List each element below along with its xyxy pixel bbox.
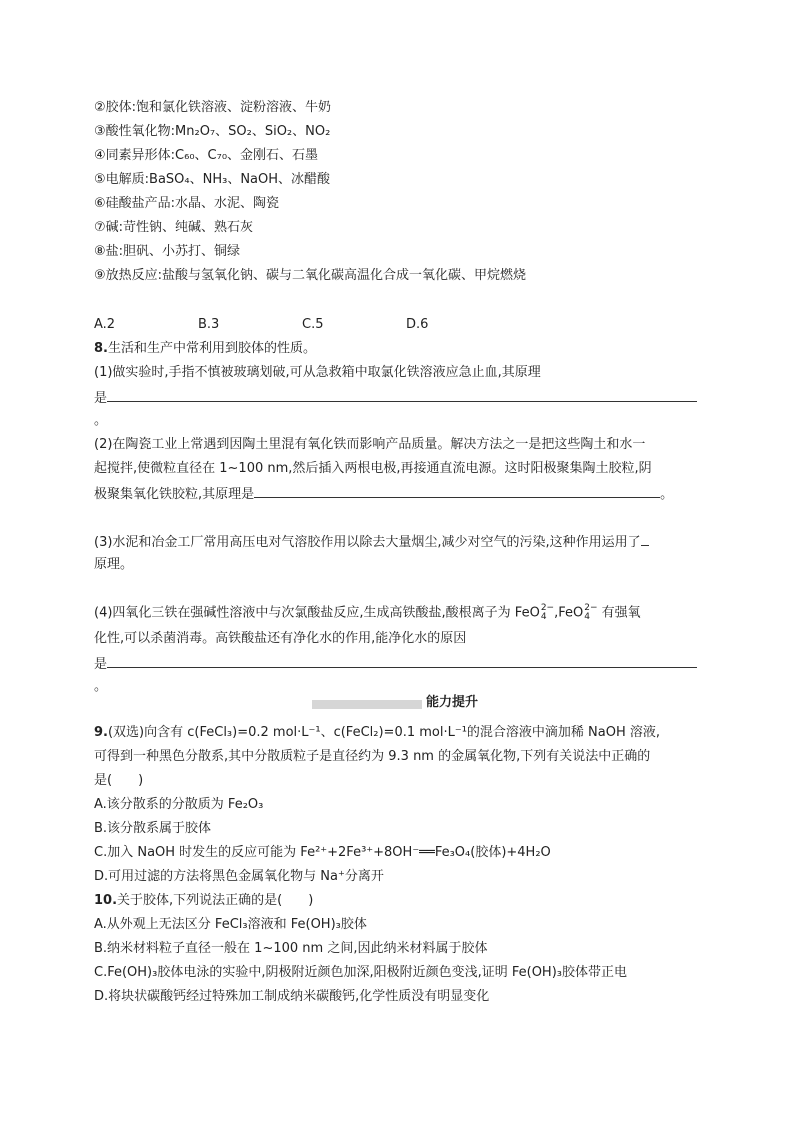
list-item: ⑧盐:胆矾、小苏打、铜绿 — [94, 244, 241, 259]
q8-part3-line1-text: (3)水泥和冶金工厂常用高压电对气溶胶作用以除去大量烟尘,减少对空气的污染,这种作用运用了 — [94, 535, 641, 550]
list-item: ⑥硅酸盐产品:水晶、水泥、陶瓷 — [94, 196, 280, 211]
q9-stem-text: (双选)向含有 c(FeCl₃)=0.2 mol·L⁻¹、c(FeCl₂)=0.1 mol·L⁻¹的混合溶液中滴加稀 NaOH 溶液, — [107, 725, 661, 740]
period-mark: 。 — [94, 679, 108, 694]
q10-option-a[interactable]: A.从外观上无法区分 FeCl₃溶液和 Fe(OH)₃胶体 — [94, 917, 367, 932]
q9-option-a[interactable]: A.该分散系的分散质为 Fe₂O₃ — [94, 797, 264, 812]
q8-part1-answer — [94, 388, 697, 408]
q8-part2-line2: 起搅拌,使微粒直径在 1~100 nm,然后插入两根电极,再接通直流电源。这时阳极聚集陶土胶粒,阴 — [94, 461, 652, 476]
q10-stem-text: 关于胶体,下列说法正确的是( ) — [117, 893, 314, 908]
ion-charge: 2− 4 — [540, 603, 555, 622]
answer-prefix: 是 — [94, 391, 108, 406]
list-item: ③酸性氧化物:Mn₂O₇、SO₂、SiO₂、NO₂ — [94, 124, 331, 139]
q10-option-b[interactable]: B.纳米材料粒子直径一般在 1~100 nm 之间,因此纳米材料属于胶体 — [94, 941, 488, 956]
list-item: ⑤电解质:BaSO₄、NH₃、NaOH、冰醋酸 — [94, 172, 331, 187]
q8-part4-text-c: 有强氧 — [597, 605, 641, 621]
ion-charge: 2− 4 — [584, 603, 598, 622]
q8-part4-answer — [94, 654, 697, 674]
list-item: ②胶体:饱和氯化铁溶液、淀粉溶液、牛奶 — [94, 100, 332, 115]
question-number: 8. — [94, 341, 108, 356]
q7-option-a: A.2 — [94, 317, 116, 332]
q8-stem-text: 生活和生产中常利用到胶体的性质。 — [107, 341, 316, 356]
q10-option-d[interactable]: D.将块状碳酸钙经过特殊加工制成纳米碳酸钙,化学性质没有明显变化 — [94, 989, 490, 1004]
q8-part1-line1: (1)做实验时,手指不慎被玻璃划破,可从急救箱中取氯化铁溶液应急止血,其原理 — [94, 365, 541, 380]
q8-part4-line2: 化性,可以杀菌消毒。高铁酸盐还有净化水的作用,能净化水的原因 — [94, 631, 467, 646]
q8-part4-line1 — [94, 604, 641, 623]
q9-option-b[interactable]: B.该分散系属于胶体 — [94, 821, 212, 836]
answer-prefix: 是 — [94, 657, 108, 672]
q9-option-d[interactable]: D.可用过滤的方法将黑色金属氧化物与 Na⁺分离开 — [94, 869, 384, 884]
answer-blank[interactable] — [107, 654, 697, 668]
q9-stem-line3: 是( ) — [94, 773, 144, 788]
q9-stem-line2: 可得到一种黑色分散系,其中分散质粒子是直径约为 9.3 nm 的金属氧化物,下列有关说法中正确的 — [94, 749, 651, 764]
q7-option-c: C.5 — [302, 317, 324, 332]
ion-o: O — [573, 605, 584, 621]
q8-stem — [94, 340, 316, 358]
q8-part2-line1: (2)在陶瓷工业上常遇到因陶土里混有氧化铁而影响产品质量。解决方法之一是把这些陶土和水一 — [94, 437, 646, 452]
q8-part2-line3-text: 极聚集氧化铁胶粒,其原理是 — [94, 487, 255, 502]
q8-part4-text-b: ,Fe — [554, 605, 573, 621]
period-mark: 。 — [94, 413, 108, 428]
q9-stem-line1 — [94, 724, 660, 742]
period-mark: 。 — [660, 487, 674, 502]
q8-part3-line2: 原理。 — [94, 557, 134, 572]
list-item: ⑦碱:苛性钠、纯碱、熟石灰 — [94, 220, 254, 235]
q10-option-c[interactable]: C.Fe(OH)₃胶体电泳的实验中,阴极附近颜色加深,阳极附近颜色变浅,证明 Fe(OH)₃胶体带正电 — [94, 965, 627, 980]
list-item: ⑨放热反应:盐酸与氢氧化钠、碳与二氧化碳高温化合成一氧化碳、甲烷燃烧 — [94, 268, 527, 283]
ion-o: O — [529, 605, 540, 621]
answer-blank[interactable] — [254, 484, 660, 498]
question-number: 10. — [94, 893, 118, 908]
q10-stem — [94, 892, 313, 910]
section-title: 能力提升 — [426, 695, 479, 710]
q7-option-d: D.6 — [406, 317, 429, 332]
q7-options — [94, 316, 510, 334]
q7-option-b: B.3 — [198, 317, 220, 332]
answer-blank[interactable] — [641, 532, 649, 546]
q9-option-c[interactable]: C.加入 NaOH 时发生的反应可能为 Fe²⁺+2Fe³⁺+8OH⁻══Fe₃O₄(胶体)+4H₂O — [94, 845, 551, 860]
question-number: 9. — [94, 725, 108, 740]
answer-blank[interactable] — [107, 388, 697, 402]
section-banner-bar — [312, 700, 422, 709]
q8-part3-line1 — [94, 532, 649, 552]
list-item: ④同素异形体:C₆₀、C₇₀、金刚石、石墨 — [94, 148, 319, 163]
q8-part2-line3 — [94, 484, 673, 504]
q8-part4-text-a: (4)四氧化三铁在强碱性溶液中与次氯酸盐反应,生成高铁酸盐,酸根离子为 Fe — [94, 605, 530, 621]
